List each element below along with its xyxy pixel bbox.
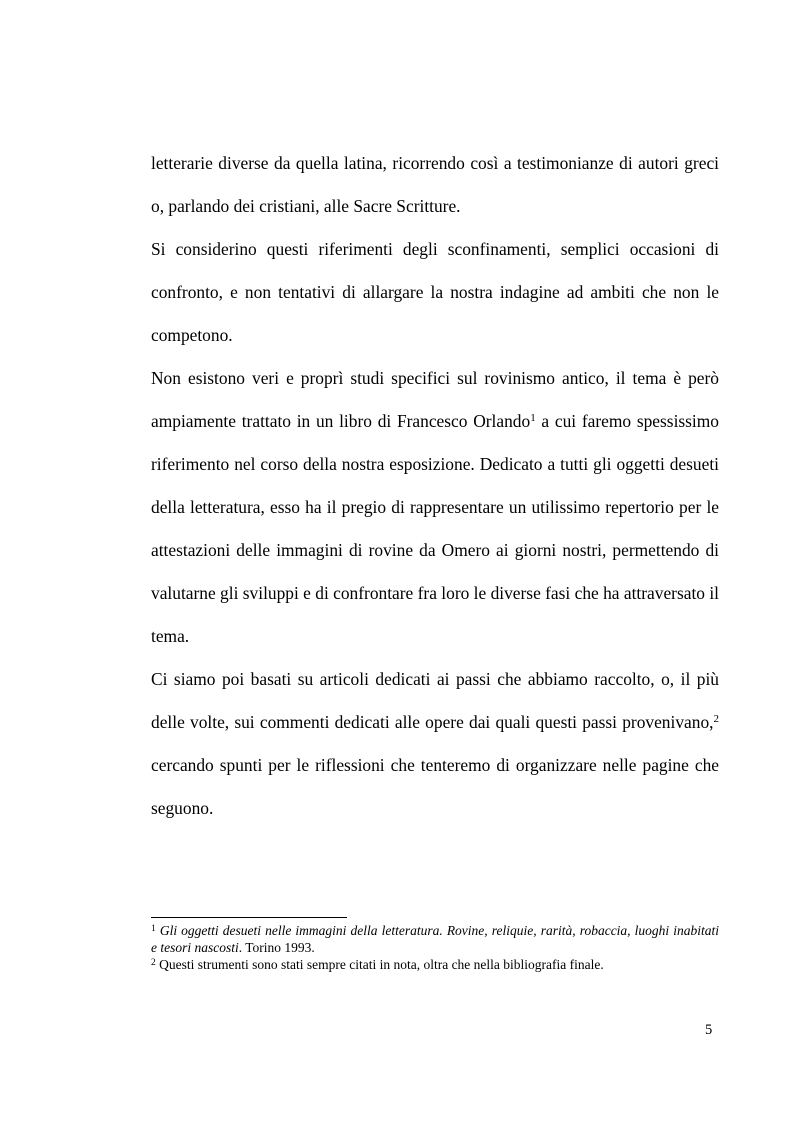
text-block [151, 142, 719, 830]
paragraph-3-text-b: a cui faremo spessissimo riferimento nel corso della nostra esposizione. Dedicato a tutti gli oggetti desueti della letteratura, esso ha il pregio di rappresentare un utilissimo repertorio per le attestazioni delle immagini di rovine da Omero ai giorni nostri, permettendo di valutarne gli sviluppi e di confrontare fra loro le diverse fasi che ha attraversato il tema. [151, 411, 719, 646]
page-number: 5 [705, 1022, 713, 1038]
paragraph-2 [151, 228, 719, 357]
footnote-1-italic-text: Gli oggetti desueti nelle immagini della letteratura. Rovine, reliquie, rarità, robaccia, luoghi inabitati e tesori nascosti [151, 923, 719, 955]
paragraph-4 [151, 658, 719, 830]
paragraph-1-text: letterarie diverse da quella latina, ricorrendo così a testimonianze di autori greci o, parlando dei cristiani, alle Sacre Scritture. [151, 153, 719, 216]
footnote-1-marker: 1 [151, 923, 156, 934]
paragraph-4-text-a: Ci siamo poi basati su articoli dedicati ai passi che abbiamo raccolto, o, il più delle volte, sui commenti dedicati alle opere dai quali questi passi provenivano, [151, 669, 719, 732]
footnote-ref-1: 1 [530, 411, 536, 424]
footnote-1-regular-text: . Torino 1993. [238, 940, 315, 955]
footnote-2 [151, 956, 719, 973]
footnote-1 [151, 922, 719, 956]
footnote-separator [151, 917, 347, 918]
footnote-2-regular-text: Questi strumenti sono stati sempre citati in nota, oltra che nella bibliografia finale. [159, 957, 604, 972]
paragraph-1 [151, 142, 719, 228]
paragraph-4-text-b: cercando spunti per le riflessioni che tenteremo di organizzare nelle pagine che seguono. [151, 755, 719, 818]
footnote-ref-2: 2 [713, 712, 719, 725]
footnotes-section [151, 917, 719, 973]
paragraph-3 [151, 357, 719, 658]
paragraph-3-text-a: Non esistono veri e proprì studi specifici sul rovinismo antico, il tema è però ampiamente trattato in un libro di Francesco Orlando [151, 368, 719, 431]
footnote-2-marker: 2 [151, 957, 156, 968]
paragraph-2-text: Si considerino questi riferimenti degli sconfinamenti, semplici occasioni di confronto, e non tentativi di allargare la nostra indagine ad ambiti che non le competono. [151, 239, 719, 345]
